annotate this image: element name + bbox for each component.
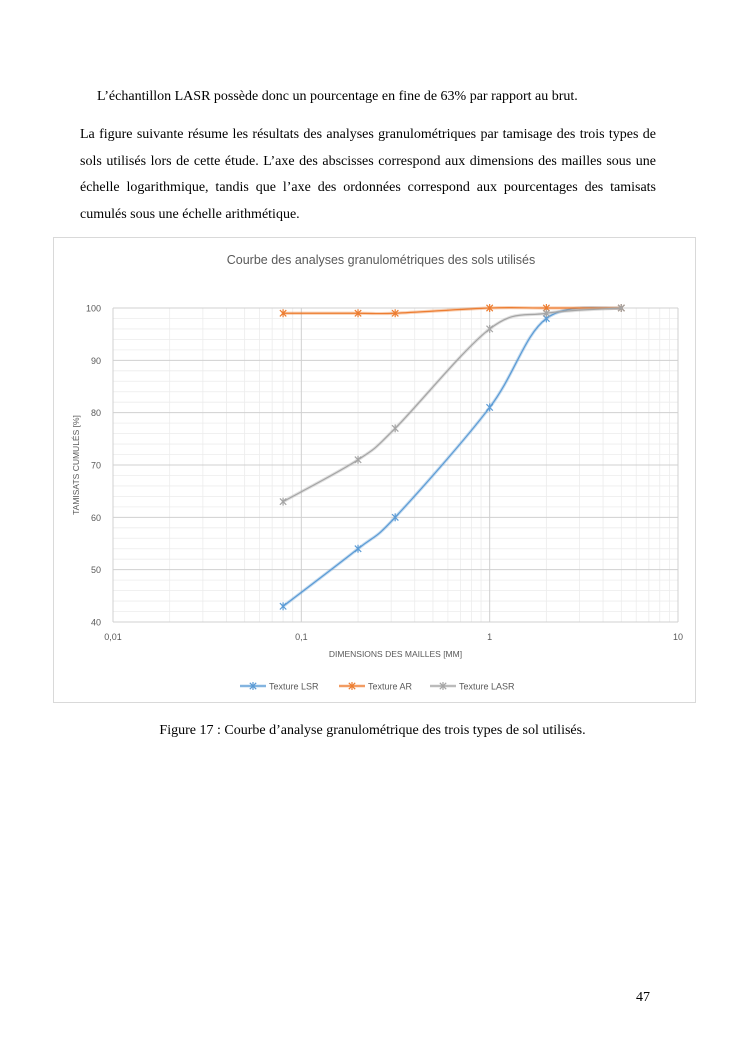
x-axis-title: DIMENSIONS DES MAILLES [MM] <box>328 649 463 659</box>
chart-container <box>53 237 696 703</box>
series-line-glow <box>283 308 621 607</box>
series-line-glow <box>283 308 621 502</box>
chart-title: Courbe des analyses granulométriques des sols utilisés <box>226 253 536 267</box>
legend-item <box>339 682 413 692</box>
granulometry-chart <box>54 238 697 704</box>
x-tick-label: 10 <box>672 632 684 642</box>
y-tick-label: 100 <box>85 303 101 314</box>
legend-label: Texture LASR <box>459 681 515 692</box>
legend-item <box>430 682 515 692</box>
page-number: 47 <box>636 990 650 1005</box>
y-tick-label: 60 <box>90 512 101 523</box>
paragraph-intro: L’échantillon LASR possède donc un pourcentage en fine de 63% par rapport au brut. <box>97 89 578 104</box>
y-tick-label: 70 <box>90 460 101 471</box>
legend-item <box>240 682 319 692</box>
x-tick-label: 1 <box>487 632 493 642</box>
figure-caption: Figure 17 : Courbe d’analyse granulométrique des trois types de sol utilisés. <box>159 723 586 738</box>
chart-grid <box>113 308 678 622</box>
y-tick-label: 90 <box>90 355 101 366</box>
legend-label: Texture LSR <box>269 681 319 692</box>
y-tick-label: 40 <box>90 617 101 628</box>
legend-label: Texture AR <box>368 681 413 692</box>
y-tick-label: 50 <box>90 565 101 576</box>
paragraph-figure-description: La figure suivante résume les résultats des analyses granulométriques par tamisage des trois types de sols utilisés lors de cette étude. L’axe des abscisses correspond aux dimensions des mailles sous une échelle logarithmique, tandis que l’axe des ordonnées correspond aux pourcentages des tamisats cumulés sous une échelle arithmétique. <box>80 127 656 222</box>
y-tick-label: 80 <box>90 408 101 419</box>
y-axis-title: TAMISATS CUMULÉS [%] <box>71 415 81 515</box>
x-tick-label: 0,1 <box>295 632 308 642</box>
data-point <box>486 403 492 411</box>
x-tick-label: 0,01 <box>104 632 122 642</box>
series-line <box>283 308 621 607</box>
